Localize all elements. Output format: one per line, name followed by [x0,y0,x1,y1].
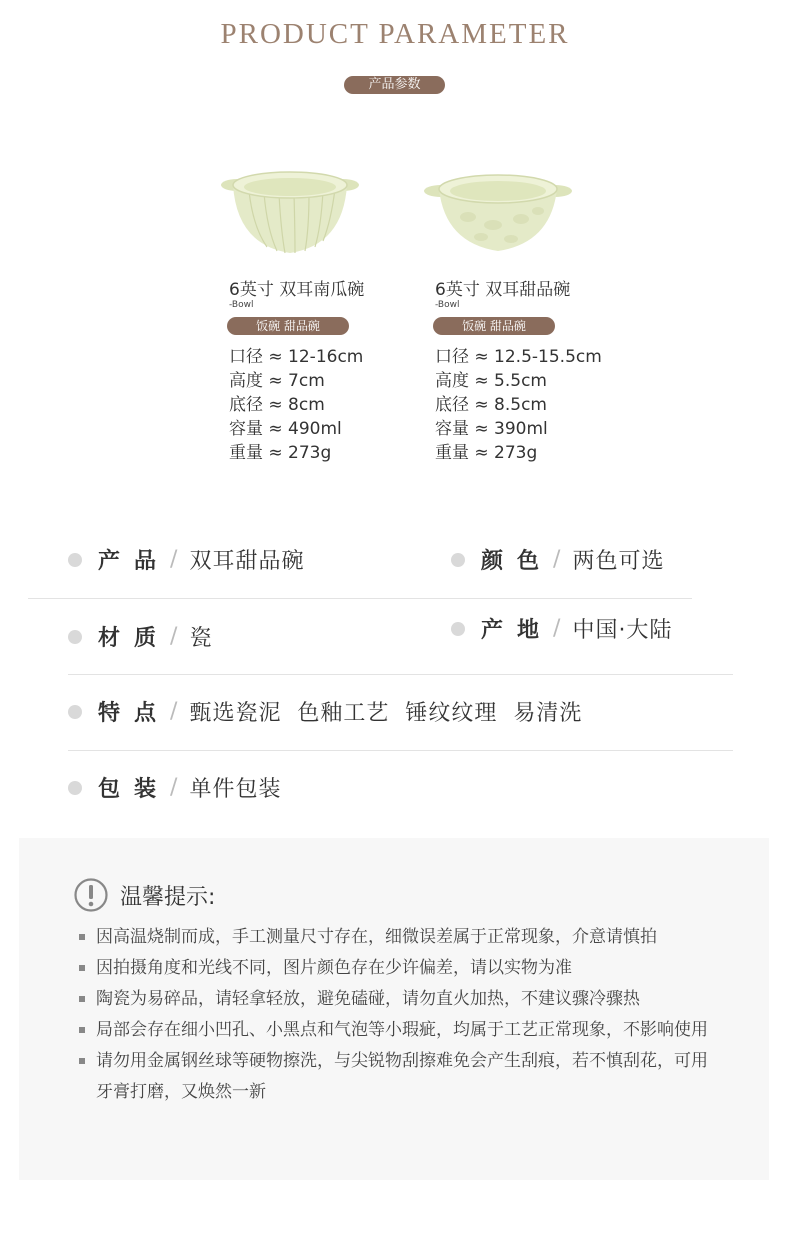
exclamation-circle-icon [74,878,108,912]
param-separator: / [170,624,178,649]
param-row-product [68,544,304,575]
spec-base: 底径 ≈ 8cm [229,395,325,415]
param-label: 包装 [98,777,171,802]
spec-height: 高度 ≈ 7cm [229,371,325,391]
param-label: 产地 [481,618,554,643]
notice-item: 陶瓷为易碎品，请轻拿轻放，避免磕碰，请勿直火加热，不建议骤冷骤热 [79,984,719,1015]
param-separator: / [553,616,561,641]
param-value: 瓷 [189,626,213,651]
param-row-origin [451,613,672,644]
param-row-color [451,544,664,575]
param-value: 单件包装 [189,777,282,802]
param-row-packaging [68,772,281,803]
spec-capacity: 容量 ≈ 490ml [229,419,342,439]
section-subtitle-badge: 产品参数 [344,76,445,94]
notice-panel [19,838,769,1180]
notice-item: 请勿用金属钢丝球等硬物擦洗，与尖锐物刮擦难免会产生刮痕，若不慎刮花，可用牙膏打磨，又焕然一新 [79,1046,719,1108]
notice-header [74,878,215,912]
spec-capacity: 容量 ≈ 390ml [435,419,548,439]
bullet-dot-icon [451,553,465,567]
notice-title: 温馨提示: [120,884,216,910]
product-specs [435,345,602,465]
param-label: 产品 [98,549,171,574]
dessert-bowl-image [423,167,573,257]
param-label: 颜色 [481,549,554,574]
bullet-dot-icon [68,781,82,795]
product-subtitle: -Bowl [435,300,460,310]
product-tag: 饭碗 甜品碗 [227,317,349,335]
divider [68,750,733,751]
param-separator: / [170,775,178,800]
param-value: 双耳甜品碗 [189,549,305,574]
param-separator: / [170,547,178,572]
product-name: 6英寸 双耳甜品碗 [435,280,571,300]
product-name: 6英寸 双耳南瓜碗 [229,280,365,300]
spec-base: 底径 ≈ 8.5cm [435,395,547,415]
notice-item: 因高温烧制而成，手工测量尺寸存在，细微误差属于正常现象，介意请慎拍 [79,922,719,953]
divider [68,674,733,675]
bullet-dot-icon [68,630,82,644]
product-tag: 饭碗 甜品碗 [433,317,555,335]
spec-height: 高度 ≈ 5.5cm [435,371,547,391]
param-value: 甄选瓷泥 色釉工艺 锤纹纹理 易清洗 [189,701,583,726]
param-separator: / [553,547,561,572]
spec-weight: 重量 ≈ 273g [435,443,538,463]
notice-list [79,922,719,1108]
param-value: 中国·大陆 [572,618,673,643]
bullet-dot-icon [68,705,82,719]
bullet-dot-icon [451,622,465,636]
spec-weight: 重量 ≈ 273g [229,443,332,463]
spec-diameter: 口径 ≈ 12-16cm [229,347,364,367]
param-value: 两色可选 [572,549,665,574]
bullet-dot-icon [68,553,82,567]
param-row-features [68,696,582,727]
param-row-material [68,621,212,652]
product-specs [229,345,363,465]
param-label: 特点 [98,701,171,726]
divider [28,598,692,599]
product-subtitle: -Bowl [229,300,254,310]
param-label: 材质 [98,626,171,651]
notice-item: 局部会存在细小凹孔、小黑点和气泡等小瑕疵，均属于工艺正常现象，不影响使用 [79,1015,719,1046]
pumpkin-bowl-image [219,167,361,257]
spec-diameter: 口径 ≈ 12.5-15.5cm [435,347,602,367]
notice-item: 因拍摄角度和光线不同，图片颜色存在少许偏差，请以实物为准 [79,953,719,984]
param-separator: / [170,699,178,724]
page-title: PRODUCT PARAMETER [220,18,570,50]
